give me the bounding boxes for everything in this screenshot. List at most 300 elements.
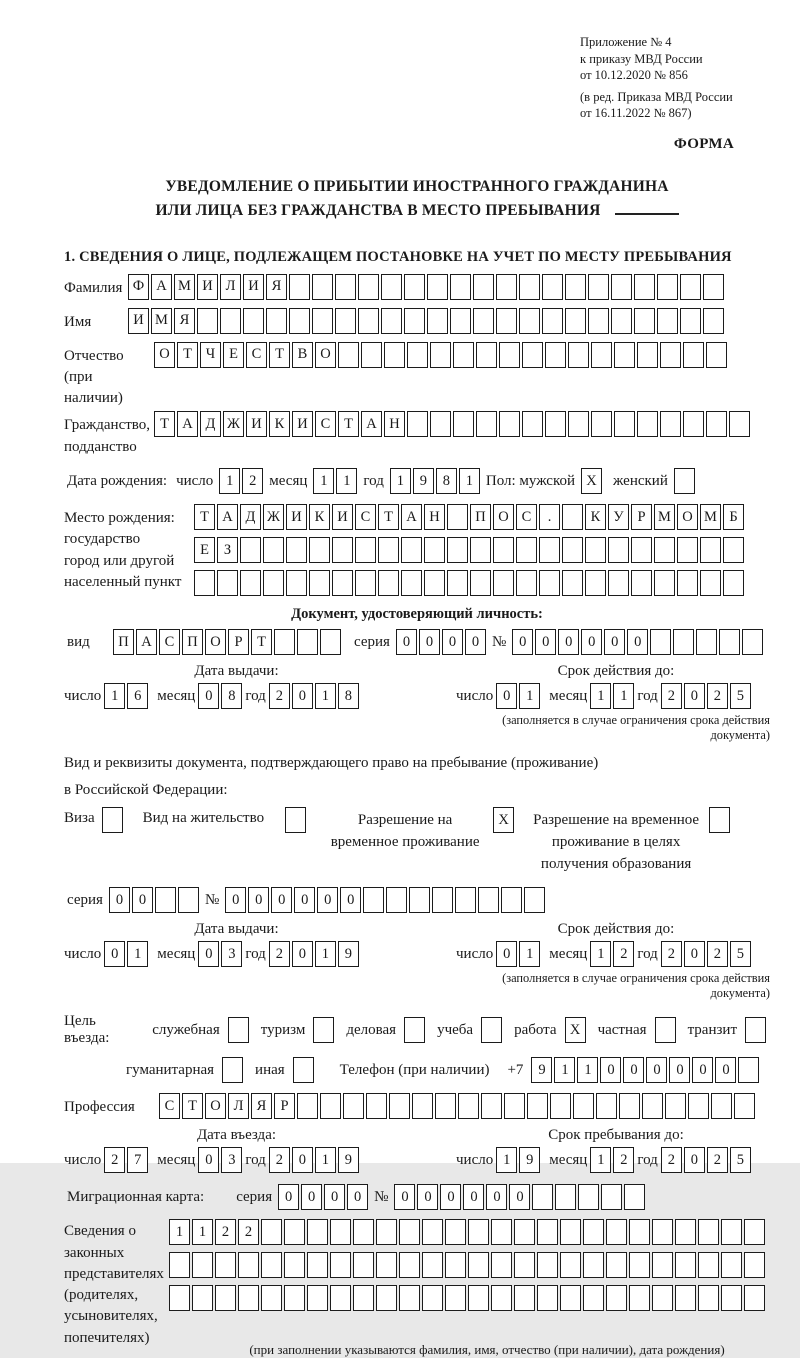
char-cell[interactable]: Т <box>182 1093 203 1119</box>
char-cell[interactable] <box>409 887 430 913</box>
char-cell[interactable] <box>453 342 474 368</box>
char-cell[interactable] <box>192 1252 213 1278</box>
char-cell[interactable] <box>606 1219 627 1245</box>
char-cell[interactable]: 2 <box>613 1147 634 1173</box>
char-cell[interactable] <box>573 1093 594 1119</box>
char-cell[interactable]: 8 <box>338 683 359 709</box>
char-cell[interactable] <box>358 308 379 334</box>
char-cell[interactable] <box>721 1219 742 1245</box>
char-cell[interactable] <box>499 342 520 368</box>
char-cell[interactable]: 0 <box>692 1057 713 1083</box>
char-cell[interactable] <box>504 1093 525 1119</box>
char-cell[interactable] <box>473 308 494 334</box>
char-cell[interactable]: 1 <box>169 1219 190 1245</box>
char-cell[interactable] <box>514 1285 535 1311</box>
char-cell[interactable]: Б <box>723 504 744 530</box>
char-cell[interactable] <box>491 1285 512 1311</box>
char-cell[interactable] <box>675 1252 696 1278</box>
char-cell[interactable] <box>412 1093 433 1119</box>
char-cell[interactable] <box>320 629 341 655</box>
char-cell[interactable] <box>353 1252 374 1278</box>
char-cell[interactable] <box>447 570 468 596</box>
char-cell[interactable]: 5 <box>730 941 751 967</box>
char-cell[interactable] <box>458 1093 479 1119</box>
checkbox-purpose-business[interactable] <box>404 1017 425 1043</box>
char-cell[interactable] <box>430 411 451 437</box>
char-cell[interactable]: 0 <box>684 941 705 967</box>
char-cell[interactable]: 0 <box>627 629 648 655</box>
char-cell[interactable]: 1 <box>577 1057 598 1083</box>
char-cell[interactable] <box>376 1285 397 1311</box>
char-cell[interactable] <box>335 274 356 300</box>
char-cell[interactable] <box>447 504 468 530</box>
char-cell[interactable] <box>178 887 199 913</box>
char-cell[interactable] <box>588 274 609 300</box>
char-cell[interactable] <box>274 629 295 655</box>
char-cell[interactable] <box>537 1252 558 1278</box>
char-cell[interactable]: Л <box>220 274 241 300</box>
char-cell[interactable] <box>673 629 694 655</box>
char-cell[interactable]: А <box>401 504 422 530</box>
char-cell[interactable] <box>700 537 721 563</box>
char-cell[interactable]: 1 <box>219 468 240 494</box>
char-cell[interactable]: 0 <box>486 1184 507 1210</box>
checkbox-visa[interactable] <box>102 807 123 833</box>
char-cell[interactable]: Т <box>194 504 215 530</box>
char-cell[interactable] <box>355 537 376 563</box>
char-cell[interactable] <box>284 1219 305 1245</box>
char-cell[interactable] <box>696 629 717 655</box>
char-cell[interactable]: И <box>292 411 313 437</box>
char-cell[interactable] <box>706 411 727 437</box>
checkbox-purpose-private[interactable] <box>655 1017 676 1043</box>
char-cell[interactable]: С <box>159 629 180 655</box>
char-cell[interactable]: 0 <box>535 629 556 655</box>
char-cell[interactable] <box>422 1219 443 1245</box>
char-cell[interactable]: 9 <box>413 468 434 494</box>
char-cell[interactable] <box>680 308 701 334</box>
char-cell[interactable] <box>560 1219 581 1245</box>
char-cell[interactable] <box>680 274 701 300</box>
char-cell[interactable]: И <box>197 274 218 300</box>
char-cell[interactable]: 0 <box>292 683 313 709</box>
char-cell[interactable] <box>619 1093 640 1119</box>
char-cell[interactable]: Т <box>154 411 175 437</box>
char-cell[interactable] <box>361 342 382 368</box>
char-cell[interactable] <box>312 274 333 300</box>
char-cell[interactable] <box>197 308 218 334</box>
char-cell[interactable] <box>330 1219 351 1245</box>
char-cell[interactable]: К <box>585 504 606 530</box>
char-cell[interactable] <box>307 1252 328 1278</box>
char-cell[interactable] <box>309 537 330 563</box>
char-cell[interactable]: 2 <box>269 1147 290 1173</box>
char-cell[interactable] <box>422 1252 443 1278</box>
char-cell[interactable] <box>660 411 681 437</box>
char-cell[interactable] <box>450 274 471 300</box>
char-cell[interactable] <box>642 1093 663 1119</box>
char-cell[interactable]: 1 <box>590 941 611 967</box>
char-cell[interactable] <box>565 274 586 300</box>
char-cell[interactable]: 2 <box>707 1147 728 1173</box>
char-cell[interactable] <box>358 274 379 300</box>
char-cell[interactable] <box>284 1252 305 1278</box>
char-cell[interactable] <box>376 1219 397 1245</box>
char-cell[interactable] <box>307 1285 328 1311</box>
char-cell[interactable] <box>555 1184 576 1210</box>
char-cell[interactable] <box>424 570 445 596</box>
char-cell[interactable] <box>542 274 563 300</box>
char-cell[interactable] <box>539 570 560 596</box>
char-cell[interactable]: 0 <box>465 629 486 655</box>
char-cell[interactable]: М <box>151 308 172 334</box>
char-cell[interactable] <box>744 1252 765 1278</box>
char-cell[interactable]: И <box>246 411 267 437</box>
char-cell[interactable] <box>585 537 606 563</box>
char-cell[interactable] <box>516 570 537 596</box>
char-cell[interactable] <box>470 537 491 563</box>
checkbox-purpose-study[interactable] <box>481 1017 502 1043</box>
char-cell[interactable] <box>637 342 658 368</box>
checkbox-sex-female[interactable] <box>674 468 695 494</box>
char-cell[interactable] <box>688 1093 709 1119</box>
char-cell[interactable] <box>435 1093 456 1119</box>
char-cell[interactable] <box>542 308 563 334</box>
char-cell[interactable] <box>422 1285 443 1311</box>
char-cell[interactable] <box>407 411 428 437</box>
char-cell[interactable]: С <box>355 504 376 530</box>
char-cell[interactable] <box>614 411 635 437</box>
char-cell[interactable] <box>169 1252 190 1278</box>
char-cell[interactable]: О <box>205 629 226 655</box>
char-cell[interactable]: 0 <box>496 941 517 967</box>
char-cell[interactable] <box>675 1219 696 1245</box>
char-cell[interactable]: А <box>177 411 198 437</box>
char-cell[interactable] <box>614 342 635 368</box>
char-cell[interactable]: 1 <box>519 683 540 709</box>
char-cell[interactable]: Ч <box>200 342 221 368</box>
char-cell[interactable]: 0 <box>684 683 705 709</box>
char-cell[interactable] <box>284 1285 305 1311</box>
char-cell[interactable] <box>424 537 445 563</box>
char-cell[interactable]: Т <box>177 342 198 368</box>
char-cell[interactable] <box>637 411 658 437</box>
char-cell[interactable] <box>493 570 514 596</box>
char-cell[interactable] <box>238 1252 259 1278</box>
char-cell[interactable] <box>683 411 704 437</box>
char-cell[interactable] <box>611 308 632 334</box>
char-cell[interactable] <box>401 537 422 563</box>
char-cell[interactable] <box>562 537 583 563</box>
char-cell[interactable] <box>309 570 330 596</box>
char-cell[interactable] <box>493 537 514 563</box>
char-cell[interactable]: 0 <box>198 683 219 709</box>
char-cell[interactable]: 1 <box>315 941 336 967</box>
char-cell[interactable]: Я <box>266 274 287 300</box>
char-cell[interactable] <box>297 629 318 655</box>
char-cell[interactable]: 0 <box>225 887 246 913</box>
char-cell[interactable]: 0 <box>340 887 361 913</box>
char-cell[interactable] <box>539 537 560 563</box>
char-cell[interactable] <box>355 570 376 596</box>
char-cell[interactable]: 2 <box>242 468 263 494</box>
char-cell[interactable]: 1 <box>554 1057 575 1083</box>
char-cell[interactable] <box>335 308 356 334</box>
char-cell[interactable] <box>496 274 517 300</box>
char-cell[interactable] <box>700 570 721 596</box>
char-cell[interactable] <box>522 411 543 437</box>
char-cell[interactable] <box>289 308 310 334</box>
char-cell[interactable] <box>478 887 499 913</box>
char-cell[interactable] <box>545 342 566 368</box>
char-cell[interactable]: 0 <box>496 683 517 709</box>
char-cell[interactable]: О <box>493 504 514 530</box>
char-cell[interactable]: 9 <box>338 1147 359 1173</box>
char-cell[interactable]: 2 <box>661 683 682 709</box>
char-cell[interactable] <box>330 1285 351 1311</box>
checkbox-purpose-work[interactable]: X <box>565 1017 586 1043</box>
char-cell[interactable]: К <box>269 411 290 437</box>
char-cell[interactable]: И <box>128 308 149 334</box>
char-cell[interactable] <box>384 342 405 368</box>
char-cell[interactable] <box>629 1285 650 1311</box>
char-cell[interactable]: С <box>516 504 537 530</box>
char-cell[interactable] <box>312 308 333 334</box>
char-cell[interactable]: 1 <box>613 683 634 709</box>
char-cell[interactable] <box>378 570 399 596</box>
char-cell[interactable] <box>537 1285 558 1311</box>
char-cell[interactable] <box>386 887 407 913</box>
char-cell[interactable]: Ф <box>128 274 149 300</box>
char-cell[interactable] <box>399 1252 420 1278</box>
char-cell[interactable] <box>297 1093 318 1119</box>
char-cell[interactable]: О <box>154 342 175 368</box>
char-cell[interactable] <box>634 308 655 334</box>
char-cell[interactable] <box>729 411 750 437</box>
char-cell[interactable] <box>445 1252 466 1278</box>
char-cell[interactable] <box>261 1252 282 1278</box>
char-cell[interactable]: 0 <box>278 1184 299 1210</box>
char-cell[interactable]: 1 <box>127 941 148 967</box>
char-cell[interactable]: 2 <box>104 1147 125 1173</box>
char-cell[interactable]: Р <box>228 629 249 655</box>
char-cell[interactable]: 0 <box>109 887 130 913</box>
char-cell[interactable] <box>532 1184 553 1210</box>
char-cell[interactable] <box>432 887 453 913</box>
char-cell[interactable] <box>527 1093 548 1119</box>
char-cell[interactable] <box>660 342 681 368</box>
char-cell[interactable]: М <box>654 504 675 530</box>
char-cell[interactable] <box>522 342 543 368</box>
char-cell[interactable] <box>427 274 448 300</box>
char-cell[interactable]: 0 <box>600 1057 621 1083</box>
char-cell[interactable] <box>261 1219 282 1245</box>
char-cell[interactable] <box>723 570 744 596</box>
char-cell[interactable]: 0 <box>715 1057 736 1083</box>
char-cell[interactable] <box>363 887 384 913</box>
char-cell[interactable] <box>473 274 494 300</box>
char-cell[interactable] <box>468 1285 489 1311</box>
char-cell[interactable] <box>240 570 261 596</box>
char-cell[interactable] <box>332 537 353 563</box>
char-cell[interactable] <box>734 1093 755 1119</box>
char-cell[interactable] <box>399 1219 420 1245</box>
char-cell[interactable] <box>476 411 497 437</box>
char-cell[interactable]: 0 <box>248 887 269 913</box>
char-cell[interactable] <box>476 342 497 368</box>
char-cell[interactable] <box>652 1252 673 1278</box>
char-cell[interactable]: Е <box>223 342 244 368</box>
char-cell[interactable] <box>407 342 428 368</box>
char-cell[interactable] <box>353 1219 374 1245</box>
char-cell[interactable]: 2 <box>661 1147 682 1173</box>
char-cell[interactable]: 2 <box>707 941 728 967</box>
char-cell[interactable] <box>447 537 468 563</box>
char-cell[interactable] <box>381 274 402 300</box>
char-cell[interactable] <box>744 1219 765 1245</box>
char-cell[interactable]: 1 <box>519 941 540 967</box>
char-cell[interactable] <box>738 1057 759 1083</box>
char-cell[interactable] <box>263 570 284 596</box>
char-cell[interactable] <box>404 308 425 334</box>
char-cell[interactable]: 0 <box>294 887 315 913</box>
char-cell[interactable] <box>742 629 763 655</box>
char-cell[interactable]: 0 <box>463 1184 484 1210</box>
char-cell[interactable]: 2 <box>215 1219 236 1245</box>
char-cell[interactable]: 7 <box>127 1147 148 1173</box>
char-cell[interactable] <box>430 342 451 368</box>
char-cell[interactable]: 0 <box>604 629 625 655</box>
char-cell[interactable] <box>677 570 698 596</box>
char-cell[interactable] <box>499 411 520 437</box>
char-cell[interactable] <box>562 504 583 530</box>
char-cell[interactable]: 0 <box>512 629 533 655</box>
char-cell[interactable]: М <box>174 274 195 300</box>
char-cell[interactable] <box>585 570 606 596</box>
char-cell[interactable] <box>591 411 612 437</box>
char-cell[interactable]: 0 <box>684 1147 705 1173</box>
char-cell[interactable]: А <box>136 629 157 655</box>
char-cell[interactable] <box>286 537 307 563</box>
char-cell[interactable]: С <box>159 1093 180 1119</box>
char-cell[interactable] <box>723 537 744 563</box>
char-cell[interactable]: 0 <box>558 629 579 655</box>
char-cell[interactable] <box>450 308 471 334</box>
char-cell[interactable]: 0 <box>646 1057 667 1083</box>
char-cell[interactable] <box>654 570 675 596</box>
char-cell[interactable]: 0 <box>301 1184 322 1210</box>
char-cell[interactable]: И <box>243 274 264 300</box>
checkbox-purpose-other[interactable] <box>293 1057 314 1083</box>
char-cell[interactable]: 1 <box>390 468 411 494</box>
checkbox-purpose-official[interactable] <box>228 1017 249 1043</box>
char-cell[interactable] <box>608 537 629 563</box>
char-cell[interactable]: 8 <box>436 468 457 494</box>
char-cell[interactable] <box>263 537 284 563</box>
char-cell[interactable] <box>455 887 476 913</box>
char-cell[interactable] <box>565 308 586 334</box>
char-cell[interactable]: 2 <box>269 941 290 967</box>
char-cell[interactable] <box>240 537 261 563</box>
char-cell[interactable] <box>719 629 740 655</box>
char-cell[interactable]: Д <box>200 411 221 437</box>
char-cell[interactable] <box>634 274 655 300</box>
char-cell[interactable] <box>169 1285 190 1311</box>
char-cell[interactable] <box>238 1285 259 1311</box>
char-cell[interactable]: Ж <box>223 411 244 437</box>
char-cell[interactable] <box>445 1285 466 1311</box>
char-cell[interactable] <box>562 570 583 596</box>
checkbox-purpose-humanitarian[interactable] <box>222 1057 243 1083</box>
checkbox-residence-permit[interactable] <box>285 807 306 833</box>
char-cell[interactable]: 2 <box>269 683 290 709</box>
char-cell[interactable]: 1 <box>496 1147 517 1173</box>
char-cell[interactable]: Е <box>194 537 215 563</box>
char-cell[interactable]: 1 <box>192 1219 213 1245</box>
char-cell[interactable] <box>215 1285 236 1311</box>
char-cell[interactable] <box>445 1219 466 1245</box>
char-cell[interactable]: 5 <box>730 683 751 709</box>
char-cell[interactable] <box>560 1252 581 1278</box>
char-cell[interactable] <box>606 1252 627 1278</box>
char-cell[interactable] <box>703 308 724 334</box>
char-cell[interactable]: 0 <box>132 887 153 913</box>
char-cell[interactable] <box>601 1184 622 1210</box>
char-cell[interactable] <box>657 308 678 334</box>
char-cell[interactable] <box>376 1252 397 1278</box>
char-cell[interactable] <box>654 537 675 563</box>
char-cell[interactable]: Р <box>274 1093 295 1119</box>
char-cell[interactable]: Р <box>631 504 652 530</box>
char-cell[interactable] <box>320 1093 341 1119</box>
char-cell[interactable] <box>608 570 629 596</box>
char-cell[interactable] <box>289 274 310 300</box>
char-cell[interactable]: П <box>470 504 491 530</box>
char-cell[interactable]: У <box>608 504 629 530</box>
char-cell[interactable]: 2 <box>238 1219 259 1245</box>
char-cell[interactable]: Т <box>269 342 290 368</box>
char-cell[interactable] <box>588 308 609 334</box>
char-cell[interactable] <box>220 308 241 334</box>
char-cell[interactable] <box>591 342 612 368</box>
char-cell[interactable] <box>657 274 678 300</box>
char-cell[interactable]: 5 <box>730 1147 751 1173</box>
char-cell[interactable] <box>624 1184 645 1210</box>
char-cell[interactable] <box>665 1093 686 1119</box>
char-cell[interactable] <box>481 1093 502 1119</box>
char-cell[interactable] <box>514 1219 535 1245</box>
char-cell[interactable] <box>496 308 517 334</box>
char-cell[interactable] <box>217 570 238 596</box>
char-cell[interactable]: 1 <box>104 683 125 709</box>
checkbox-purpose-tourism[interactable] <box>313 1017 334 1043</box>
char-cell[interactable]: Т <box>378 504 399 530</box>
char-cell[interactable] <box>721 1252 742 1278</box>
char-cell[interactable]: Н <box>384 411 405 437</box>
char-cell[interactable] <box>652 1219 673 1245</box>
char-cell[interactable] <box>606 1285 627 1311</box>
char-cell[interactable]: 0 <box>417 1184 438 1210</box>
char-cell[interactable] <box>537 1219 558 1245</box>
char-cell[interactable] <box>650 629 671 655</box>
char-cell[interactable] <box>243 308 264 334</box>
char-cell[interactable]: 1 <box>315 683 336 709</box>
char-cell[interactable]: Т <box>251 629 272 655</box>
char-cell[interactable]: 8 <box>221 683 242 709</box>
char-cell[interactable] <box>578 1184 599 1210</box>
char-cell[interactable] <box>366 1093 387 1119</box>
char-cell[interactable] <box>343 1093 364 1119</box>
